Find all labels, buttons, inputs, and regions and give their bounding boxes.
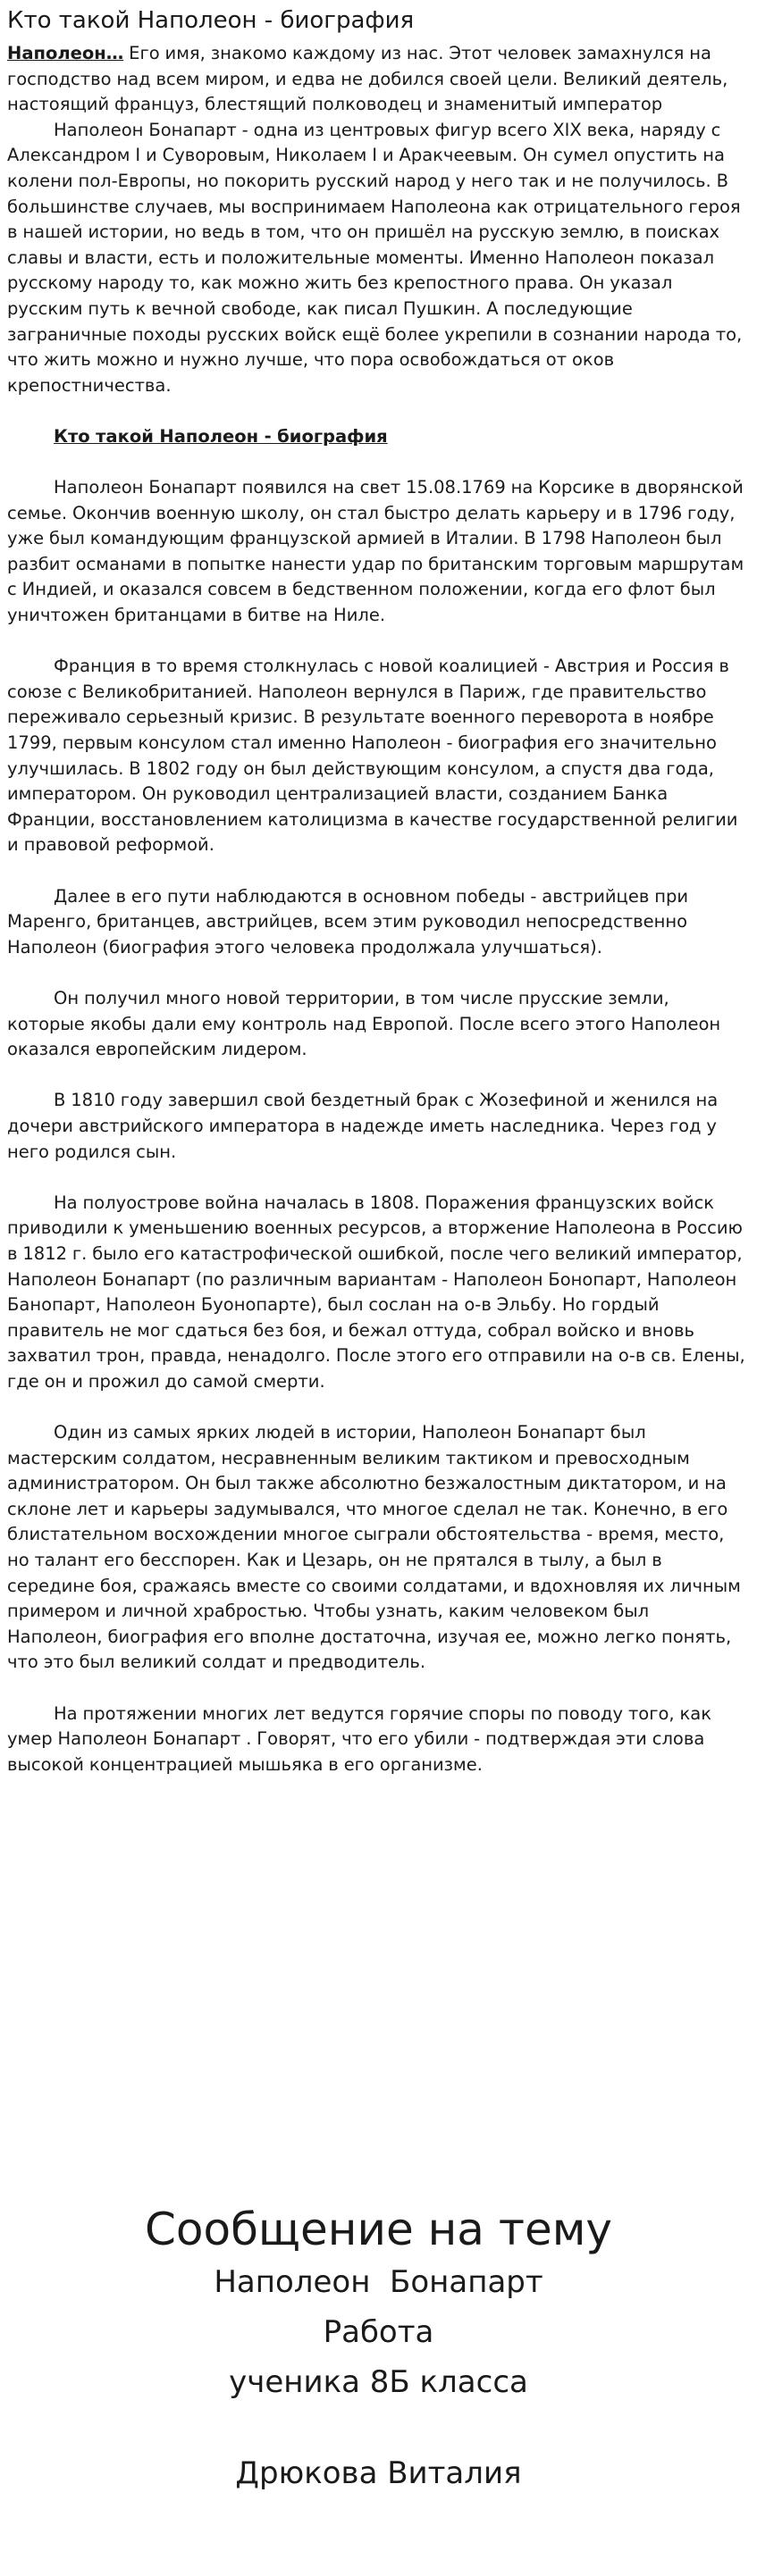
cover-author: Дрюкова Виталия xyxy=(235,2455,522,2491)
section-paragraph-coalition: Франция в то время столкнулась с новой коалицией - Австрия и Россия в союзе с Великобританией. Наполеон вернулся в Париж, где правительство переживало серьезный кризис. В результате военного переворота в ноябре 1799, первым консулом стал именно Наполеон - биография его значительно улучшилась. В 1802 году он был действующим консулом, а спустя два года, императором. Он руководил централизацией власти, созданием Банка Франции, восстановлением католицизма в качестве государственной религии и правовой реформой. xyxy=(7,656,738,856)
cover-page xyxy=(0,2202,757,2498)
document-body xyxy=(7,41,749,1777)
cover-topic: Наполеон Бонапарт xyxy=(214,2264,543,2300)
section-paragraph-territory: Он получил много новой территории, в том числе прусские земли, которые якобы дали ему контроль над Европой. После всего этого Наполеон оказался европейским лидером. xyxy=(7,987,721,1060)
cover-work-label: Работа xyxy=(323,2314,434,2350)
section-paragraph-birth: Наполеон Бонапарт появился на свет 15.08.1769 на Корсике в дворянской семье. Окончив военную школу, он стал быстро делать карьеру и в 1796 году, уже был командующим французской армией в Италии. В 1798 Наполеон был разбит османами в попытке нанести удар по британским торговым маршрутам с Индией, и оказался совсем в бедственном положении, когда его флот был уничтожен британцами в битве на Ниле. xyxy=(7,477,744,626)
section-paragraph-war: На полуострове война началась в 1808. Поражения французских войск приводили к уменьшению военных ресурсов, а вторжение Наполеона в Россию в 1812 г. было его катастрофической ошибкой, после чего великий император, Наполеон Бонапарт (по различным вариантам - Наполеон Бонопарт, Наполеон Банопарт, Наполеон Буонопарте), был сослан на о-в Эльбу. Но гордый правитель не мог сдаться без боя, и бежал оттуда, собрал войско и вновь захватил трон, правда, ненадолго. После этого его отправили на о-в св. Елены, где он и прожил до самой смерти. xyxy=(7,1192,745,1392)
cover-heading: Сообщение на тему xyxy=(144,2204,613,2255)
section-paragraph-legacy: Один из самых ярких людей в истории, Наполеон Бонапарт был мастерским солдатом, несравненным великим тактиком и превосходным администратором. Он был также абсолютно безжалостным диктатором, и на склоне лет и карьеры задумывался, что многое сделал не так. Конечно, в его блистательном восхождении многое сыграли обстоятельства - время, место, но талант его бесспорен. Как и Цезарь, он не прятался в тылу, а был в середине боя, сражаясь вместе со своими солдатами, и вдохновляя их личным примером и личной храбростью. Чтобы узнать, каким человеком был Наполеон, биография его вполне достаточна, изучая ее, можно легко понять, что это был великий солдат и предводитель. xyxy=(7,1422,741,1673)
document-title: Кто такой Наполеон - биография xyxy=(7,7,415,34)
intro-text: Его имя, знакомо каждому из нас. Этот человек замахнулся на господство над всем миром, и едва не добился своей цели. Великий деятель, настоящий француз, блестящий полководец и знаменитый император xyxy=(7,43,728,115)
section-paragraph-marriage: В 1810 году завершил свой бездетный брак с Жозефиной и женился на дочери австрийского императора в надежде иметь наследника. Через год у него родился сын. xyxy=(7,1090,719,1162)
overview-paragraph: Наполеон Бонапарт - одна из центровых фигур всего XIX века, наряду с Александром I и Суворовым, Николаем I и Аракчеевым. Он сумел опустить на колени пол-Европы, но покорить русский народ у него так и не получилось. В большинстве случаев, мы воспринимаем Наполеона как отрицательного героя в нашей истории, но ведь в том, что он пришёл на русскую землю, в поисках славы и власти, есть и положительные моменты. Именно Наполеон показал русскому народу то, как можно жить без крепостного права. Он указал русским путь к вечной свободе, как писал Пушкин. А последующие заграничные походы русских войск ещё более укрепили в сознании народа то, что жить можно и нужно лучше, что пора освобождаться от оков крепостничества. xyxy=(7,119,743,396)
intro-lead-word: Наполеон… xyxy=(7,43,124,63)
section-subheading: Кто такой Наполеон - биография xyxy=(54,425,388,447)
section-paragraph-victories: Далее в его пути наблюдаются в основном победы - австрийцев при Маренго, британцев, австрийцев, всем этим руководил непосредственно Наполеон (биография этого человека продолжала улучшаться). xyxy=(7,885,689,958)
intro-paragraph xyxy=(7,41,749,118)
cover-student-class: ученика 8Б класса xyxy=(229,2364,528,2400)
section-paragraph-death: На протяжении многих лет ведутся горячие споры по поводу того, как умер Наполеон Бонапарт . Говорят, что его убили - подтверждая эти слова высокой концентрацией мышьяка в его организме. xyxy=(7,1702,712,1775)
